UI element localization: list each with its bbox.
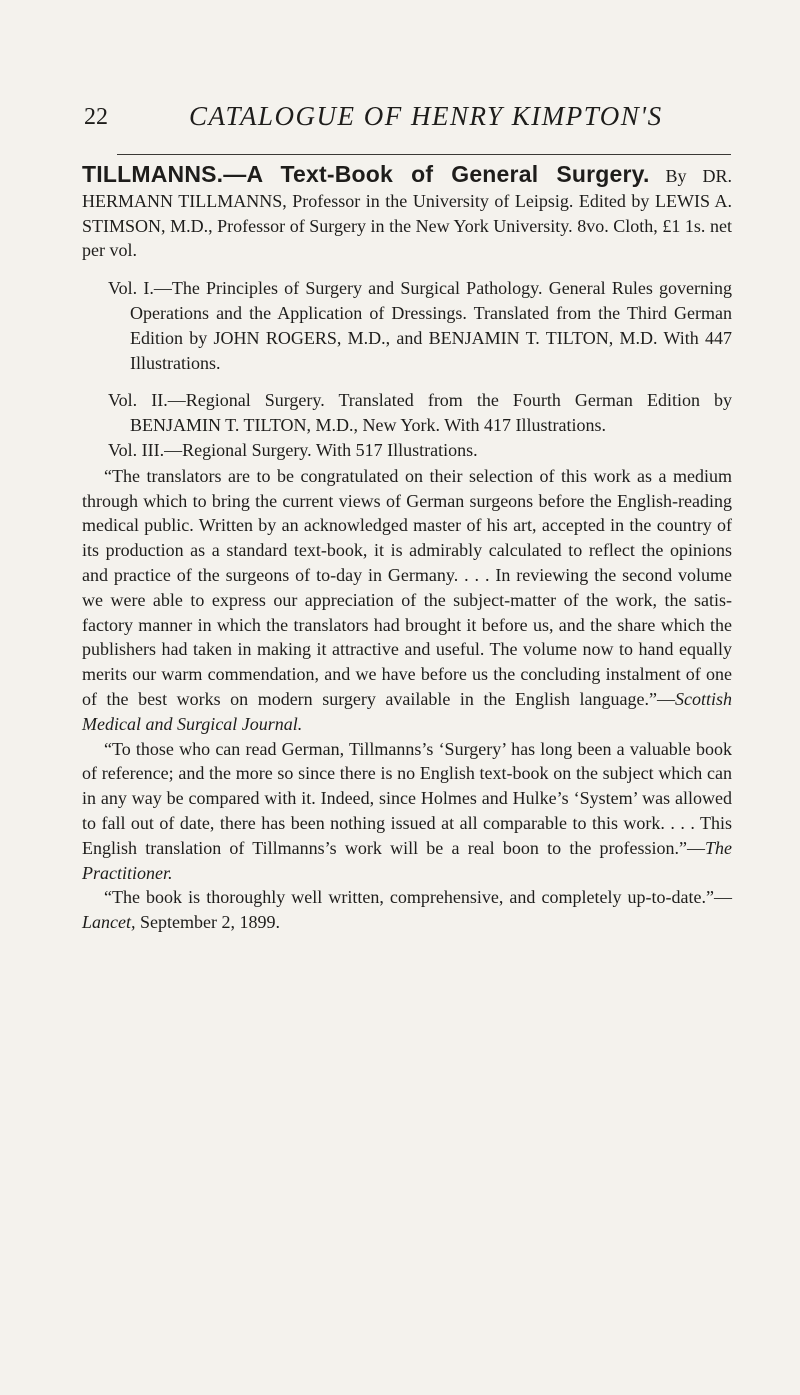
- volume-2-description: Vol. II.—Regional Surgery. Translated from the Fourth German Edition by BENJAMIN T. TILTON, M.D., New York. With 417 Illustrations.: [108, 390, 732, 436]
- review-source-2: The Practitioner.: [82, 837, 732, 883]
- page-header: [84, 96, 732, 140]
- book-details: By DR. HERMANN TILLMANNS, Professor in the University of Leipsig. Edited by LEWIS A. STIMSON, M.D., Professor of Surgery in the New York University. 8vo. Cloth, £1 1s. net per vol.: [82, 166, 732, 261]
- volume-1-description: Vol. I.—The Principles of Surgery and Surgical Pathology. General Rules governing Operations and the Application of Dressings. Translated from the Third German Edition by JOHN ROGERS, M.D., and BENJAMIN T. TILTON, M.D. With 447 Illustrations.: [108, 278, 732, 373]
- catalogue-entry: [82, 162, 732, 935]
- review-quote-3: [82, 885, 732, 935]
- review-quote-2: [82, 737, 732, 886]
- review-source-1: Scottish Medical and Surgical Journal.: [82, 688, 732, 734]
- running-title: CATALOGUE OF HENRY KIMPTON'S: [189, 101, 663, 131]
- book-title: TILLMANNS.—A Text-Book of General Surgery.: [82, 161, 650, 187]
- entry-heading-paragraph: [82, 162, 732, 263]
- review-date-3: September 2, 1899.: [135, 912, 280, 933]
- review-text-3: “The book is thoroughly well written, comprehensive, and completely up-to-date.”—: [104, 887, 732, 908]
- review-text-2: “To those who can read German, Tillmanns’s ‘Surgery’ has long been a valuable book of reference; and the more so since there is no English text-book on the subject which can in any way be compared with it. Indeed, since Holmes and Hulke’s ‘System’ was allowed to fall out of date, there has been nothing issued at all comparable to this work. . . . This English translation of Tillmanns’s work will be a real boon to the profession.”—: [82, 738, 732, 858]
- header-rule: [117, 154, 731, 155]
- review-quote-1: [82, 464, 732, 737]
- page-number: 22: [84, 104, 108, 130]
- review-source-3: Lancet,: [82, 912, 136, 933]
- volume-3-description: Vol. III.—Regional Surgery. With 517 Illustrations.: [108, 439, 478, 460]
- review-text-1: “The translators are to be congratulated on their selection of this work as a medium through which to bring the current views of German surgeons before the English-reading medical public. Written by an acknowledged master of his art, accepted in the country of its production as a standard text-book, it is admirably calculated to reflect the opinions and practice of the surgeons of to-day in Germany. . . . In reviewing the second volume we were able to express our appreciation of the subject-matter of the work, the satisfactory manner in which the translators had brought it before us, and the share which the publishers had taken in making it attractive and useful. The volume now to hand equally merits our warm commendation, and we have before us the concluding instalment of one of the best works on modern surgery available in the English language.”—: [82, 465, 732, 709]
